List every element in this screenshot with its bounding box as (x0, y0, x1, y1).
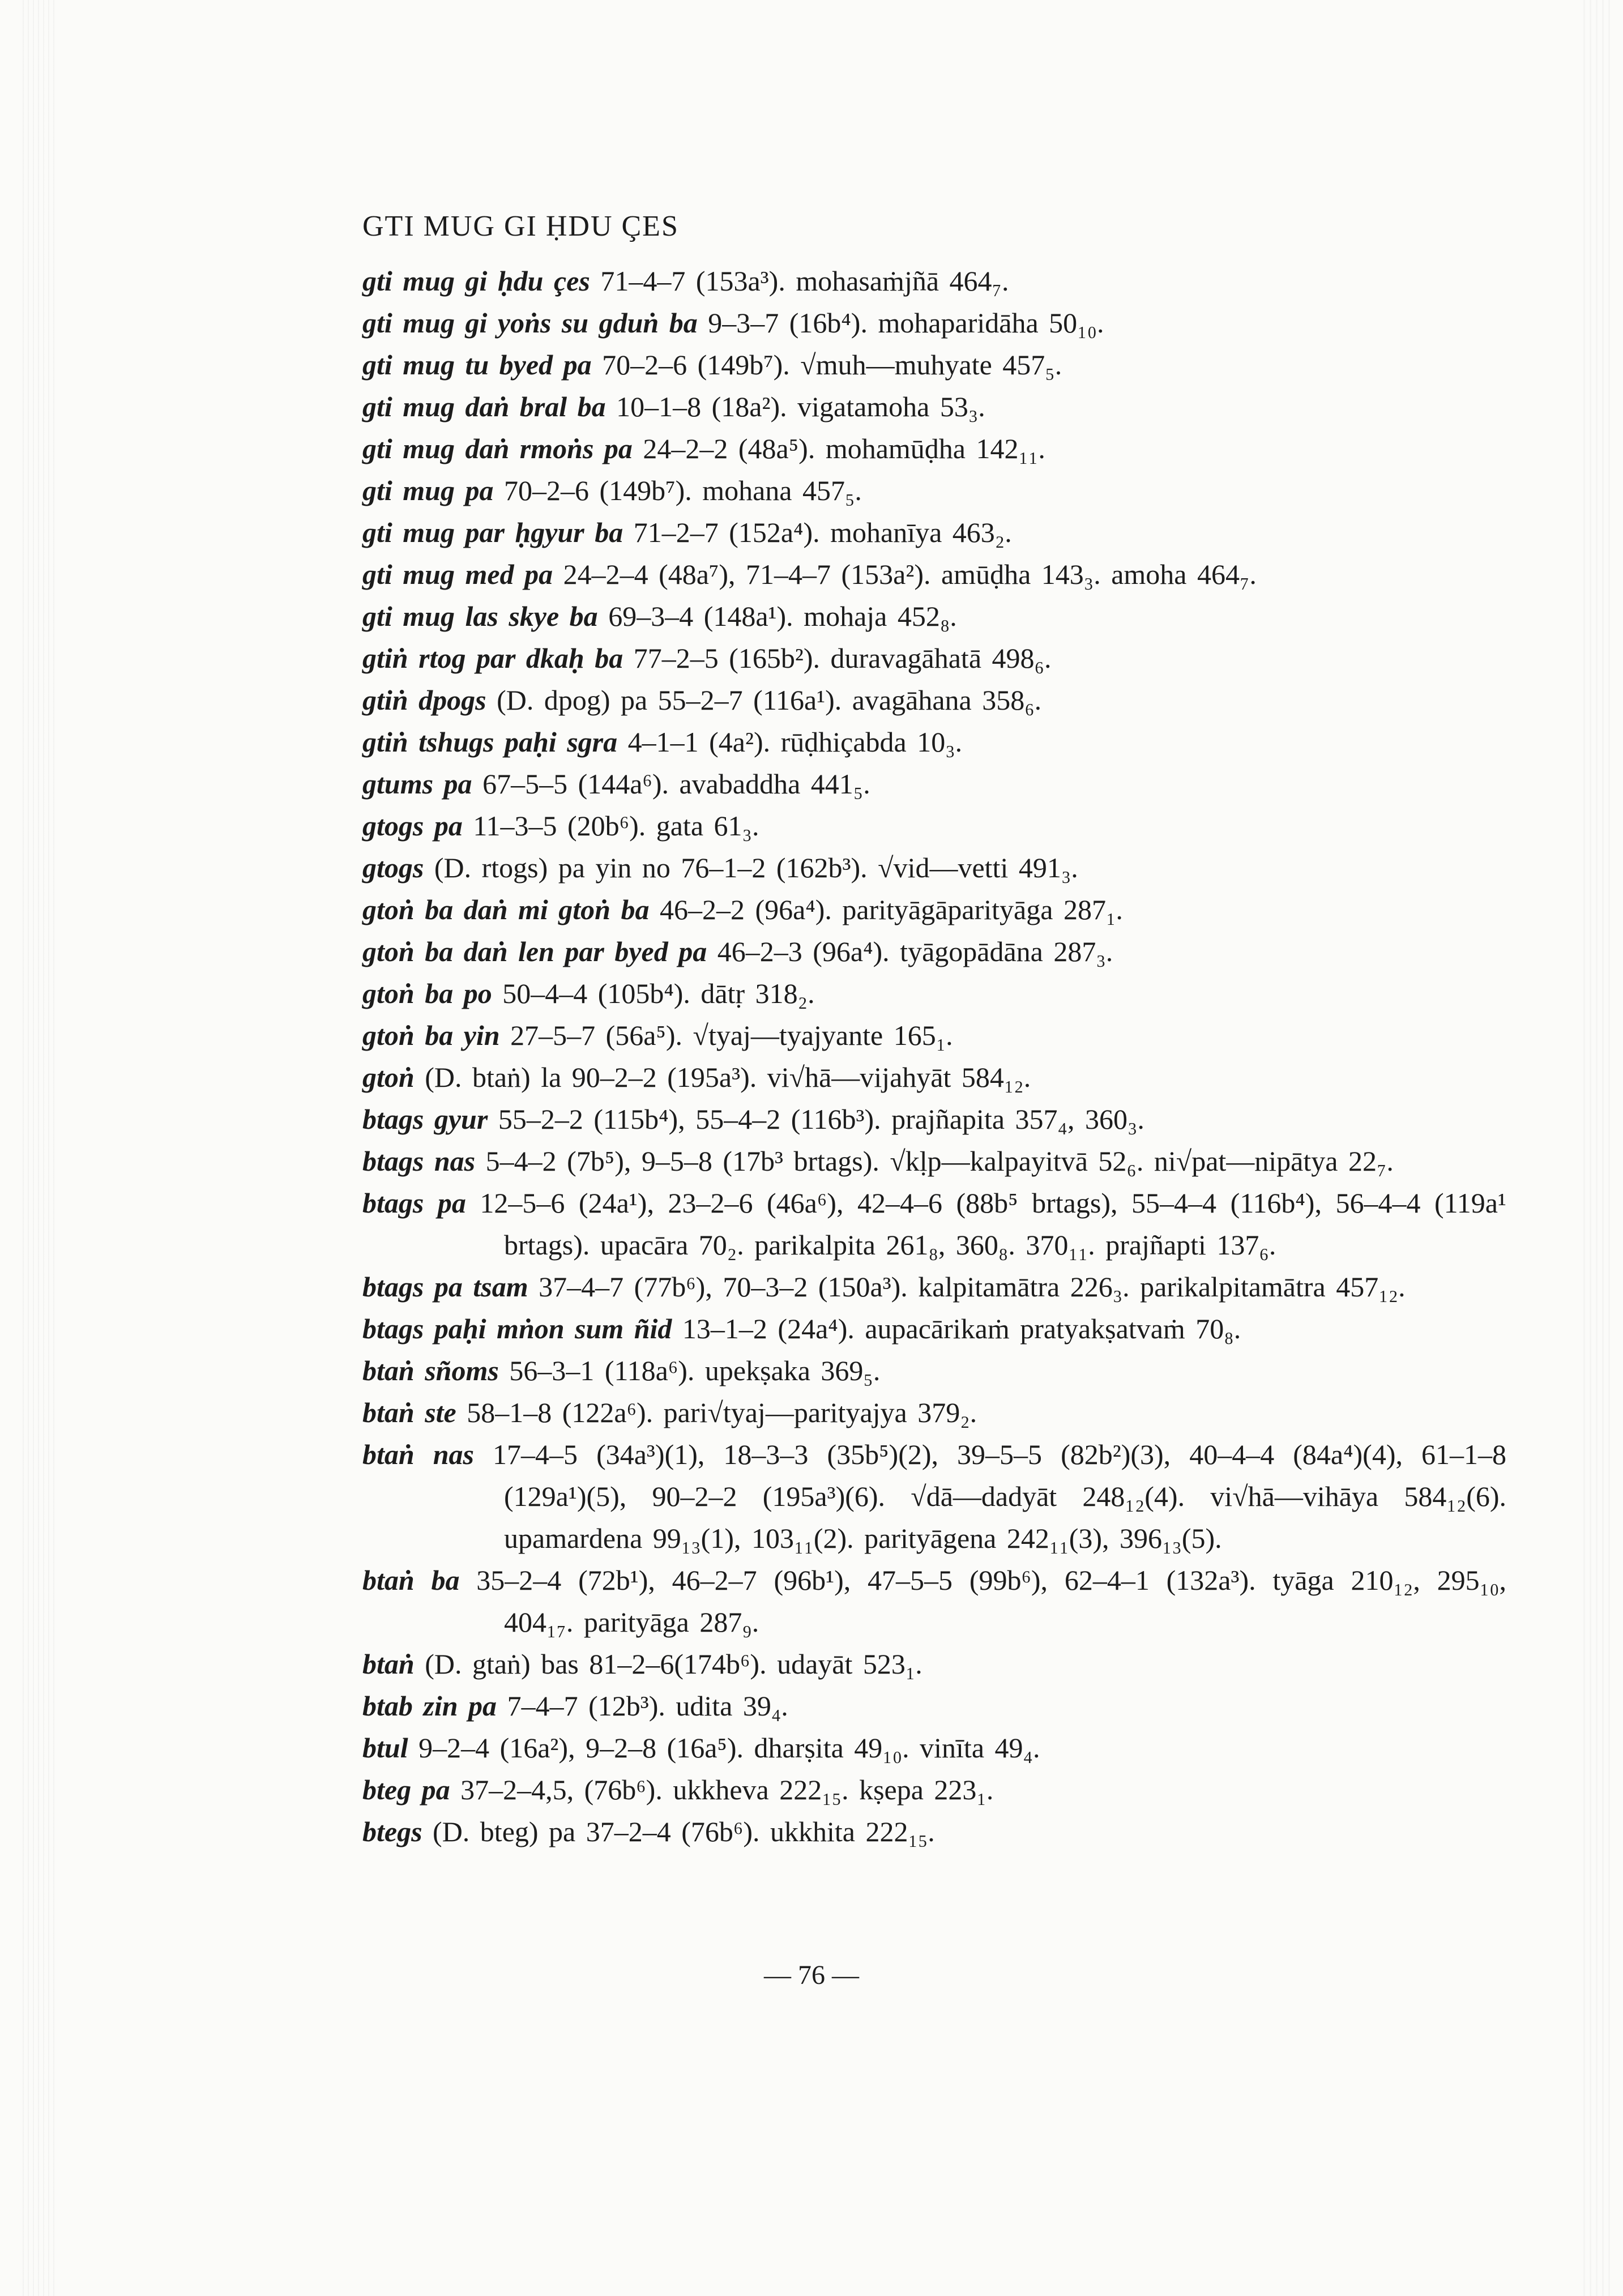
dictionary-entry (362, 1014, 1506, 1056)
entry-refs: 58–1–8 (122a⁶). pari√tyaj—parityajya 379₂. (456, 1397, 977, 1428)
entry-refs: 37–4–7 (77b⁶), 70–3–2 (150a³). kalpitamātra 226₃. parikalpitamātra 457₁₂. (528, 1271, 1406, 1303)
dictionary-entry (362, 1685, 1506, 1727)
dictionary-entry (362, 1098, 1506, 1140)
dictionary-entry (362, 721, 1506, 763)
page-body (362, 210, 1506, 1853)
entry-refs: 24–2–4 (48a⁷), 71–4–7 (153a²). amūḍha 143₃. amoha 464₇. (553, 558, 1257, 590)
dictionary-entry (362, 763, 1506, 805)
entry-term: btaṅ nas (362, 1439, 475, 1470)
entry-refs: 70–2–6 (149b⁷). √muh—muhyate 457₅. (591, 349, 1062, 381)
entry-refs: 46–2–3 (96a⁴). tyāgopādāna 287₃. (707, 936, 1113, 967)
dictionary-entry (362, 428, 1506, 470)
dictionary-entry (362, 1727, 1506, 1769)
entry-term: gtiṅ dpogs (362, 684, 486, 716)
dictionary-entry (362, 595, 1506, 637)
entry-refs: 24–2–2 (48a⁵). mohamūḍha 142₁₁. (632, 433, 1045, 464)
entry-refs: 4–1–1 (4a²). rūḍhiçabda 10₃. (617, 726, 963, 758)
dictionary-entry (362, 1392, 1506, 1433)
scan-edge-right (1583, 0, 1612, 2296)
dictionary-entry (362, 931, 1506, 972)
entry-term: gti mug pa (362, 475, 494, 506)
entry-refs: 55–2–2 (115b⁴), 55–4–2 (116b³). prajñapita 357₄, 360₃. (488, 1103, 1144, 1135)
entry-term: btags paḥi mṅon sum ñid (362, 1313, 672, 1345)
entry-term: btab zin pa (362, 1690, 497, 1722)
entry-term: gti mug par ḥgyur ba (362, 517, 623, 548)
entry-term: gti mug gi ḥdu çes (362, 265, 590, 297)
dictionary-entry (362, 302, 1506, 344)
entry-refs: 37–2–4,5, (76b⁶). ukkheva 222₁₅. kṣepa 223₁. (450, 1774, 994, 1806)
dictionary-entry (362, 679, 1506, 721)
entry-refs: 70–2–6 (149b⁷). mohana 457₅. (493, 475, 862, 506)
entry-refs: (D. dpog) pa 55–2–7 (116a¹). avagāhana 358₆. (486, 684, 1042, 716)
entry-term: gtogs pa (362, 810, 463, 842)
entry-term: gtoṅ ba daṅ mi gtoṅ ba (362, 894, 650, 925)
entry-refs: 67–5–5 (144a⁶). avabaddha 441₅. (472, 768, 870, 800)
entry-refs: 13–1–2 (24a⁴). aupacārikaṁ pratyakṣatvaṁ 70₈. (672, 1313, 1241, 1345)
entry-refs: 11–3–5 (20b⁶). gata 61₃. (462, 810, 759, 842)
entry-term: bteg pa (362, 1774, 450, 1806)
dictionary-entry (362, 889, 1506, 931)
entry-term: gtoṅ ba daṅ len par byed pa (362, 936, 707, 967)
dictionary-entry (362, 1182, 1506, 1266)
dictionary-entry (362, 553, 1506, 595)
entry-term: btags pa tsam (362, 1271, 528, 1303)
entry-term: gti mug las skye ba (362, 600, 598, 632)
dictionary-entry (362, 511, 1506, 553)
entry-refs: 17–4–5 (34a³)(1), 18–3–3 (35b⁵)(2), 39–5–5 (82b²)(3), 40–4–4 (84a⁴)(4), 61–1–8 (129a¹)(5), 90–2–2 (195a³)(6). √dā—dadyāt 248₁₂(4). vi√hā—vihāya 584₁₂(6). upamardena 99₁₃(1), 103₁₁(2). parityāgena 242₁₁(3), 396₁₃(5). (474, 1439, 1507, 1554)
entry-refs: 7–4–7 (12b³). udita 39₄. (497, 1690, 788, 1722)
entry-refs: 27–5–7 (56a⁵). √tyaj—tyajyante 165₁. (499, 1019, 953, 1051)
entry-refs: 10–1–8 (18a²). vigatamoha 53₃. (605, 391, 985, 423)
entry-refs: (D. rtogs) pa yin no 76–1–2 (162b³). √vid—vetti 491₃. (424, 852, 1078, 884)
entry-refs: 46–2–2 (96a⁴). parityāgāparityāga 287₁. (649, 894, 1123, 925)
entry-refs: (D. bteg) pa 37–2–4 (76b⁶). ukkhita 222₁₅. (422, 1816, 935, 1847)
dictionary-entry (362, 470, 1506, 511)
dictionary-entry (362, 1433, 1506, 1559)
dictionary-entry (362, 1350, 1506, 1392)
dictionary-entry (362, 1266, 1506, 1308)
entry-term: btaṅ (362, 1648, 415, 1680)
dictionary-entry (362, 972, 1506, 1014)
dictionary-entry (362, 344, 1506, 386)
entry-term: btegs (362, 1816, 422, 1847)
entry-term: btaṅ sñoms (362, 1355, 499, 1386)
dictionary-entry (362, 386, 1506, 428)
entry-term: btaṅ ste (362, 1397, 456, 1428)
entry-refs: 9–2–4 (16a²), 9–2–8 (16a⁵). dharṣita 49₁₀. vinīta 49₄. (408, 1732, 1040, 1764)
entry-term: btags nas (362, 1145, 476, 1177)
dictionary-entry (362, 847, 1506, 889)
dictionary-entry (362, 637, 1506, 679)
entry-term: btags pa (362, 1187, 466, 1219)
entry-refs: 77–2–5 (165b²). duravagāhatā 498₆. (623, 642, 1052, 674)
dictionary-entry (362, 1643, 1506, 1685)
entry-refs: 71–2–7 (152a⁴). mohanīya 463₂. (623, 517, 1012, 548)
entry-term: gtums pa (362, 768, 472, 800)
entry-refs: 69–3–4 (148a¹). mohaja 452₈. (597, 600, 957, 632)
dictionary-entry (362, 805, 1506, 847)
entry-term: gti mug med pa (362, 558, 553, 590)
entry-term: gtiṅ rtog par dkaḥ ba (362, 642, 623, 674)
entry-term: gtogs (362, 852, 424, 884)
dictionary-entry (362, 260, 1506, 302)
entry-refs: 5–4–2 (7b⁵), 9–5–8 (17b³ brtags). √kḷp—kalpayitvā 52₆. ni√pat—nipātya 22₇. (475, 1145, 1394, 1177)
entry-refs: 50–4–4 (105b⁴). dātṛ 318₂. (492, 978, 815, 1009)
dictionary-entry (362, 1811, 1506, 1853)
scan-edge-left (23, 0, 57, 2296)
entry-term: gti mug tu byed pa (362, 349, 592, 381)
entry-refs: 9–3–7 (16b⁴). mohaparidāha 50₁₀. (697, 307, 1104, 339)
dictionary-entry (362, 1308, 1506, 1350)
entry-refs: (D. btaṅ) la 90–2–2 (195a³). vi√hā—vijahyāt 584₁₂. (414, 1061, 1031, 1093)
entry-term: btul (362, 1732, 408, 1764)
entry-refs: 56–3–1 (118a⁶). upekṣaka 369₅. (498, 1355, 881, 1386)
dictionary-entries (362, 260, 1506, 1853)
entry-term: gtoṅ (362, 1061, 415, 1093)
entry-term: gti mug daṅ rmoṅs pa (362, 433, 633, 464)
dictionary-entry (362, 1559, 1506, 1643)
dictionary-entry (362, 1140, 1506, 1182)
entry-term: gti mug daṅ bral ba (362, 391, 606, 423)
page-header: GTI MUG GI ḤDU ÇES (362, 210, 679, 242)
entry-refs: 71–4–7 (153a³). mohasaṁjñā 464₇. (590, 265, 1009, 297)
entry-term: btaṅ ba (362, 1564, 460, 1596)
dictionary-entry (362, 1769, 1506, 1811)
entry-term: gti mug gi yoṅs su gduṅ ba (362, 307, 698, 339)
entry-refs: 12–5–6 (24a¹), 23–2–6 (46a⁶), 42–4–6 (88b⁵ brtags), 55–4–4 (116b⁴), 56–4–4 (119a¹ brtags). upacāra 70₂. parikalpita 261₈, 360₈. 370₁₁. prajñapti 137₆. (465, 1187, 1506, 1261)
page-number: — 76 — (764, 1960, 859, 1990)
entry-term: gtiṅ tshugs paḥi sgra (362, 726, 618, 758)
entry-term: gtoṅ ba yin (362, 1019, 500, 1051)
entry-refs: 35–2–4 (72b¹), 46–2–7 (96b¹), 47–5–5 (99b⁶), 62–4–1 (132a³). tyāga 210₁₂, 295₁₀, 404₁₇. parityāga 287₉. (459, 1564, 1506, 1638)
entry-term: gtoṅ ba po (362, 978, 492, 1009)
entry-term: btags gyur (362, 1103, 488, 1135)
entry-refs: (D. gtaṅ) bas 81–2–6(174b⁶). udayāt 523₁. (414, 1648, 922, 1680)
dictionary-entry (362, 1056, 1506, 1098)
